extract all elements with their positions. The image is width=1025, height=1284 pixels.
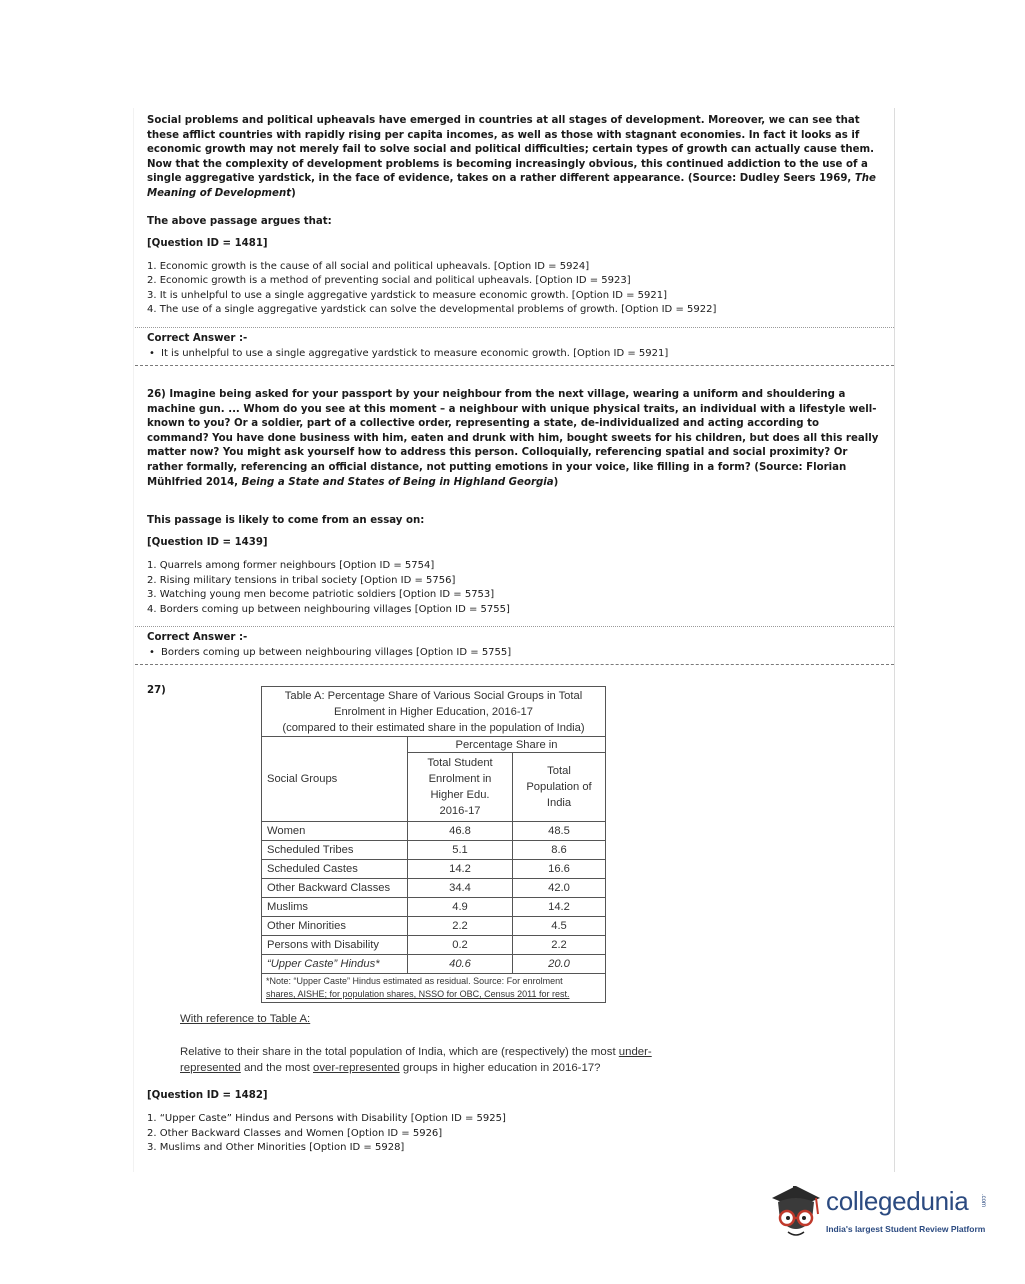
logo-tagline: India's largest Student Review Platform	[826, 1224, 986, 1234]
option-item: 4. The use of a single aggregative yardstick can solve the developmental problems of growth. [Option ID = 5922]	[147, 304, 717, 316]
option-item: 3. Muslims and Other Minorities [Option ID = 5928]	[147, 1142, 405, 1154]
q26-passage: 26) Imagine being asked for your passport by your neighbour from the next village, wearing a uniform and shouldering a machine gun. ... Whom do you see at this moment – a neighbour with unique physical traits, an individual with a lifestyle well-known to you? Or a soldier, part of a collective order, representing a state, de-individualized and acting according to command? You have done business with him, eaten and drunk with him, bought sweets for his children, but does all this really matter now? You might ask yourself how to address this person. Colloquially, referencing spatial and social proximity? Or rather formally, referencing an official distance, not putting emotions in your voice, like filling in a form? (Source: Florian Mühlfried 2014, Being a State and States of Being in Highland Georgia)	[147, 388, 879, 488]
table-a-grid	[261, 686, 606, 1003]
column-header-social-groups: Social Groups	[262, 737, 408, 822]
option-item: 1. Quarrels among former neighbours [Option ID = 5754]	[147, 560, 435, 572]
column-header-enrolment: Total Student Enrolment in Higher Edu. 2016-17	[408, 753, 513, 822]
option-item: 4. Borders coming up between neighbouring villages [Option ID = 5755]	[147, 603, 510, 615]
table-row: Other Minorities 2.2 4.5	[262, 917, 606, 936]
table-row: Muslims 4.9 14.2	[262, 898, 606, 917]
bullet-icon: •	[149, 347, 155, 359]
column-header-population: Total Population of India	[513, 753, 606, 822]
q25-correct-answer: • It is unhelpful to use a single aggregative yardstick to measure economic growth. [Option ID = 5921]	[149, 347, 669, 359]
option-item: 1. Economic growth is the cause of all social and political upheavals. [Option ID = 5924]	[147, 260, 590, 272]
option-item: 3. Watching young men become patriotic soldiers [Option ID = 5753]	[147, 589, 495, 601]
table-note: *Note: “Upper Caste” Hindus estimated as residual. Source: For enrolment shares, AISHE; for population shares, NSSO for OBC, Census 2011 for rest.	[262, 974, 606, 1003]
q25-passage: Social problems and political upheavals have emerged in countries at all stages of development. Moreover, we can see that these afflict countries with rapidly rising per capita incomes, as well as those with stagnant economies. In fact it looks as if economic growth may not merely fail to solve social and political difficulties; certain types of growth can actually cause them. Now that the complexity of development problems is becoming increasingly obvious, this continued addiction to the use of a single aggregative yardstick, in the face of evidence, takes on a rather different appearance. (Source: Dudley Seers 1969, The Meaning of Development)	[147, 115, 876, 199]
table-caption: Table A: Percentage Share of Various Social Groups in Total Enrolment in Higher Education, 2016-17 (compared to their estimated share in the population of India)	[262, 687, 606, 737]
q25-answer-label: Correct Answer :-	[147, 332, 248, 344]
q25-prompt: The above passage argues that:	[147, 215, 332, 227]
page-content	[147, 114, 882, 696]
option-item: 2. Other Backward Classes and Women [Option ID = 5926]	[147, 1127, 443, 1139]
table-row: Women 46.8 48.5	[262, 822, 606, 841]
table-reference: With reference to Table A:	[180, 1013, 311, 1025]
table-row: Other Backward Classes 34.4 42.0	[262, 879, 606, 898]
document-page	[133, 108, 895, 1172]
logo-brand-text: collegedunia	[826, 1186, 969, 1216]
option-item: 1. “Upper Caste” Hindus and Persons with Disability [Option ID = 5925]	[147, 1113, 506, 1124]
option-item: 2. Rising military tensions in tribal society [Option ID = 5756]	[147, 574, 456, 586]
q27-number: 27)	[147, 685, 166, 697]
table-row: Persons with Disability 0.2 2.2	[262, 936, 606, 955]
q27-meta	[147, 1090, 882, 1156]
option-item: 2. Economic growth is a method of preventing social and political upheavals. [Option ID = 5923]	[147, 275, 631, 287]
q26-question-id: [Question ID = 1439]	[147, 537, 268, 549]
q26-options	[147, 559, 882, 617]
collegedunia-logo	[766, 1180, 996, 1250]
q25-options	[147, 260, 882, 318]
bullet-icon: •	[149, 647, 155, 659]
q27-question-text: Relative to their share in the total population of India, which are (respectively) the most under-represented and the most over-represented groups in higher education in 2016-17?	[180, 1046, 652, 1074]
table-row: Scheduled Castes 14.2 16.6	[262, 860, 606, 879]
table-row: “Upper Caste” Hindus* 40.6 20.0	[262, 955, 606, 974]
logo-domain-suffix: .com	[980, 1194, 986, 1208]
table-row: Scheduled Tribes 5.1 8.6	[262, 841, 606, 860]
q25-question-id: [Question ID = 1481]	[147, 237, 268, 249]
column-header-percentage-share: Percentage Share in	[408, 737, 606, 753]
q26-correct-answer: • Borders coming up between neighbouring villages [Option ID = 5755]	[149, 647, 512, 659]
q26-answer-label: Correct Answer :-	[147, 632, 248, 644]
table-a	[261, 686, 606, 1003]
q27-question-id: [Question ID = 1482]	[147, 1090, 268, 1101]
q26-prompt: This passage is likely to come from an essay on:	[147, 515, 425, 527]
mascot-icon	[766, 1180, 824, 1248]
option-item: 3. It is unhelpful to use a single aggregative yardstick to measure economic growth. [Option ID = 5921]	[147, 289, 667, 301]
q27-options	[147, 1112, 882, 1156]
